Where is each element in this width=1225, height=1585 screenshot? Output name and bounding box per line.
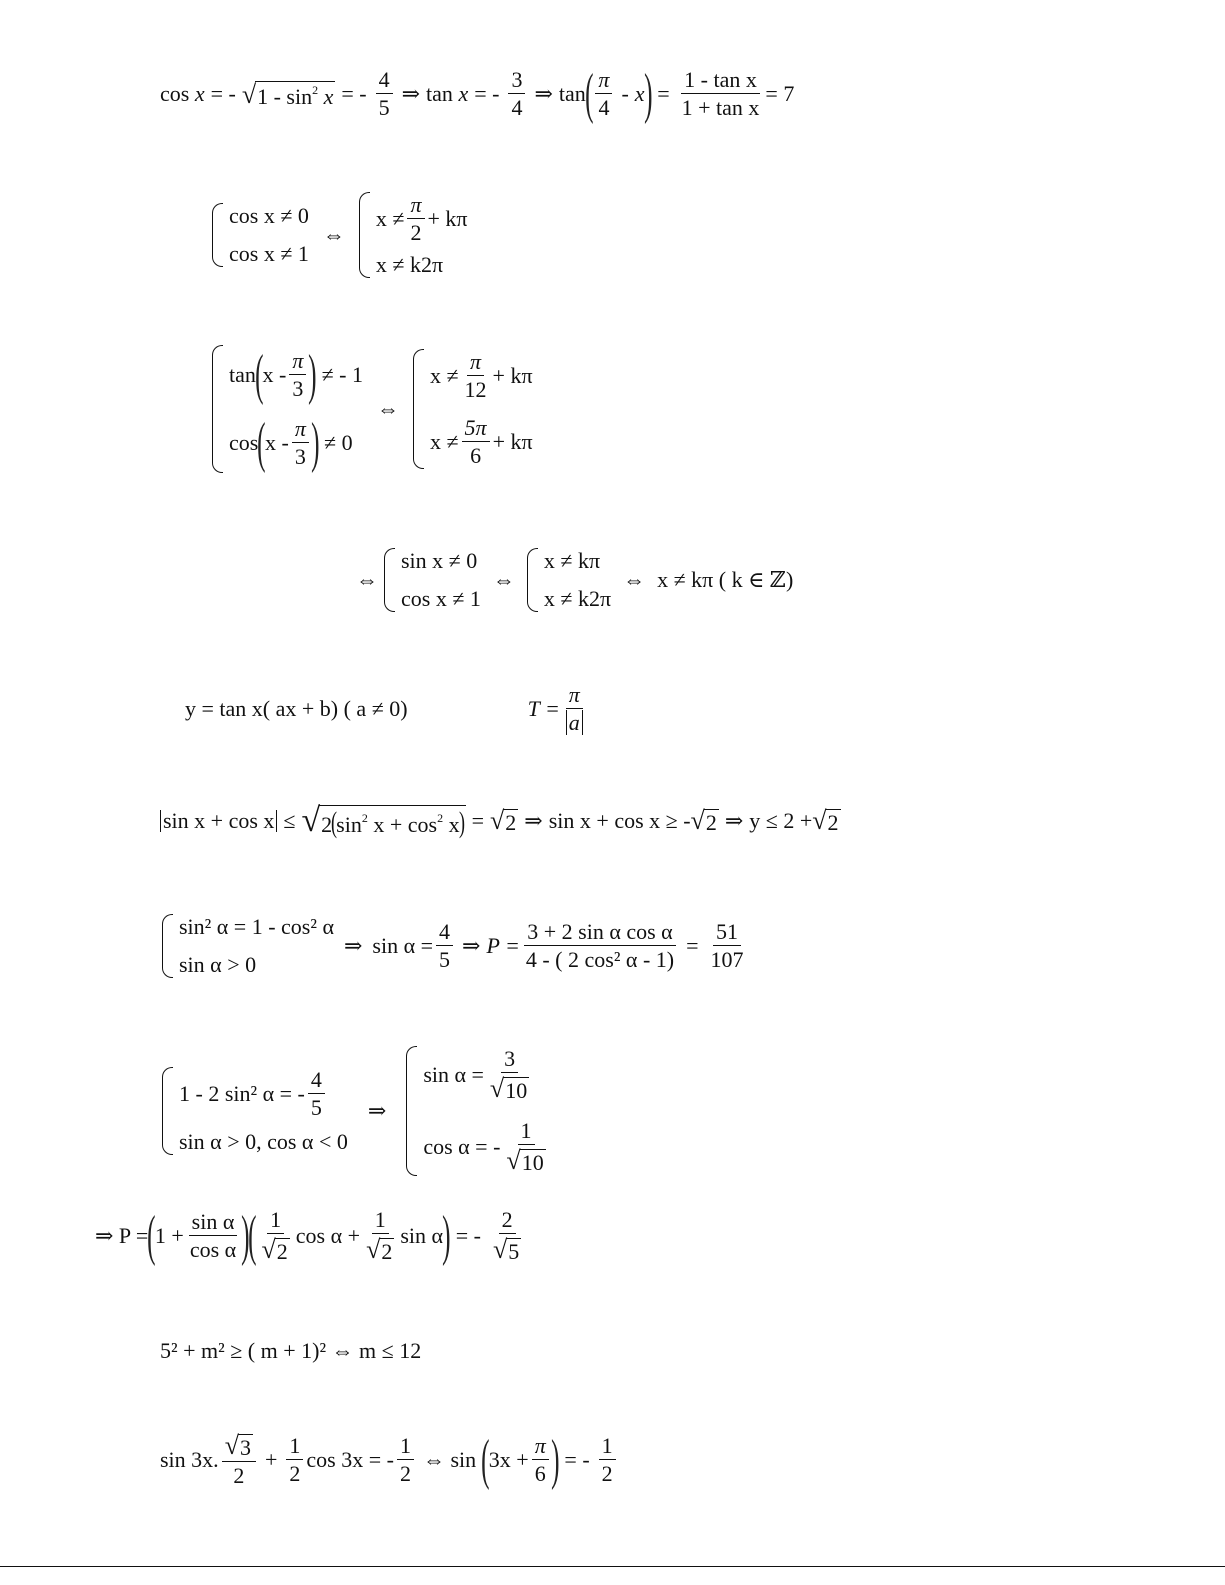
e5-T: T = [527,696,560,721]
e7-system [162,914,334,978]
e2-left-system [212,203,309,267]
e4-system-2 [527,548,611,612]
e4-l1: sin x ≠ 0 [401,548,478,573]
e11-sin3x: sin 3x. [160,1447,219,1472]
e6-implies-2: ⇒ [724,808,744,833]
e7-l2: sin α > 0 [179,952,257,977]
e9-one-plus: 1 + [154,1223,184,1248]
e2-r2: x ≠ k2π [375,252,444,277]
e11-frac-3: $\frac{1}{2}$ [397,1435,414,1485]
e1-frac-1: $\frac{4}{5}$ [376,69,393,119]
e1-eq-minus-3: = - [474,81,500,106]
e1-rad-x: x [323,83,334,109]
e8-l1: 1 - 2 sin² α = - $\frac{4}{5}$ [179,1069,348,1119]
e9-frac-3: 1 √ 2 [366,1207,393,1264]
e7-frac-3: $\frac{51}{107}$ [710,919,744,972]
e11-plus: + [264,1447,278,1472]
e2-r1: x ≠ $\frac{\pi}{2}$ + kπ [375,192,468,245]
e1-minus: - [621,81,629,106]
e1-frac-3: $\frac{\pi}{4}$ [595,69,612,119]
e2-iff: ⇔ [322,222,345,247]
e1-x: x [194,81,205,106]
e1-tan: tan [426,81,453,106]
e1-rparen: ) [643,63,653,125]
equation-11: sin 3x. √ 3 2 + $\frac{1}{2}$ cos 3x = - $\frac{1}{2}$ ⇔ sin ( 3x + $\frac{\pi}{6}$ ) = - $\frac{1}{2}$ [160,1432,619,1488]
e1-tan-x: x [458,81,469,106]
e9-frac-4: 2 √ 5 [492,1207,520,1264]
e11-frac-2: $\frac{1}{2}$ [286,1435,303,1485]
e8-l2: sin α > 0, cos α < 0 [179,1129,348,1154]
e9-frac-2: 1 √ 2 [261,1207,288,1264]
e1-cos: cos [160,81,190,106]
e1-eq-minus-2: = - [341,81,367,106]
e11-cos3x: cos 3x = - [306,1447,394,1472]
equation-10 [160,1340,421,1362]
e3-r1: x ≠ $\frac{\pi}{12}$ + kπ [429,349,533,402]
e4-iff-3: ⇔ [623,567,646,592]
e9-frac-1: $\frac{\text{sin α}}{\text{cos α}}$ [189,1209,237,1262]
page-bottom-rule [0,1566,1225,1567]
e9-sin: sin α [400,1223,444,1248]
e6-abs: sin x + cos x [160,810,277,832]
e11-inner: 3x + [488,1447,529,1472]
e1-eq-minus: = - [210,81,236,106]
e3-right-system [413,349,533,469]
e3-l1: tan ( x - $\frac{\pi}{3}$ ) ≠ - 1 [229,344,363,406]
e9-lead: ⇒ P = [95,1223,149,1248]
e8-r2: cos α = - 1 √ 10 [423,1118,544,1175]
e2-right-system [359,192,468,278]
e4-system-1 [384,548,481,612]
e1-result: = 7 [765,81,795,106]
e1-frac-4: $\frac{\text{1 - tan x}}{\text{1 + tan x}}$ [681,67,760,120]
e6-implies-1: ⇒ [524,808,543,833]
e1-sup: 2 [312,82,319,97]
e11-frac-4: $\frac{\pi}{6}$ [532,1435,549,1485]
e6-eq: = [471,808,485,833]
e2-line-2: cos x ≠ 1 [229,241,309,266]
e9-cos: cos α + [295,1223,361,1248]
equation-7: sin² α = 1 - cos² α sin α > 0 ⇒ sin α = $\frac{4}{5}$ ⇒ P = $\frac{\text{3 + 2 sin α cos α}}{\text{4 - ( 2 cos² α - 1)}}$ = $\frac{51}{107}$ [162,914,750,978]
e8-r1: sin α = 3 √ 10 [423,1046,528,1103]
equation-5 [185,684,589,734]
e1-sqrt: √ $1 - \sin^2 x$ [241,79,334,109]
e4-iff-2: ⇔ [492,567,515,592]
equation-3 [212,345,533,473]
e3-r2: x ≠ $\frac{5\pi}{6}$ + kπ [429,415,533,468]
e6-end: y ≤ 2 + [749,808,813,833]
e9-eq: = - [455,1223,481,1248]
e8-implies: ⇒ [367,1098,387,1123]
equation-9: ⇒ P = ( 1 + $\frac{\text{sin α}}{\text{cos α}}$ ) ( 1 √ 2 cos α + 1 √ 2 sin α ) = - 2 √ 5 [95,1208,527,1264]
e1-implies-2: ⇒ [534,81,553,106]
e8-left-system [162,1067,348,1155]
e1-tan-2: tan [558,81,586,106]
e4-m1: x ≠ kπ [543,548,601,573]
e11-frac-1: √ 3 2 [222,1433,256,1487]
equation-4 [350,548,793,612]
e3-l2: cos ( x - $\frac{\pi}{3}$ ) ≠ 0 [229,412,353,474]
e6-sqrt3: √ 2 [690,806,717,835]
e1-rad-text: 1 - sin [257,83,313,109]
e5-left: y = tan x( ax + b) ( a ≠ 0) [185,696,408,721]
e6-sqrt2: √ 2 [490,806,517,835]
e11-iff: ⇔ sin [422,1447,477,1472]
e1-frac-2: $\frac{3}{4}$ [508,69,525,119]
e3-iff: ⇔ [376,396,399,421]
equation-1: cos x = - √ $1 - \sin^2 x$ = - $\frac{4}{5}$ ⇒ tan x = - $\frac{3}{4}$ ⇒ tan ( $\frac{\pi}{4}$ - x ) = $\frac{\text{1 - tan x}}{\text{1 + tan x}}$ = 7 [160,63,795,125]
e6-sqrt4: √ 2 [812,806,839,835]
e7-l1: sin² α = 1 - cos² α [179,914,334,939]
e5-frac: $\frac{\pi}{a}$ [563,684,586,734]
e7-frac-1: $\frac{4}{5}$ [436,921,453,971]
equation-8 [162,1046,552,1176]
e1-implies: ⇒ [401,81,421,106]
e6-mid: sin x + cos x ≥ - [548,808,691,833]
e1-lparen: ( [584,63,594,125]
e1-paren-x: x [634,81,645,106]
e7-implies-1: ⇒ [343,933,363,958]
e10-text: 5² + m² ≥ ( m + 1)² ⇔ m ≤ 12 [160,1338,422,1363]
equation-2 [212,192,468,278]
e7-implies-2: ⇒ [462,933,481,958]
e7-frac-2: $\frac{\text{3 + 2 sin α cos α}}{\text{4 - ( 2 cos² α - 1)}}$ [525,919,675,972]
e8-right-system [406,1046,551,1176]
e11-frac-5: $\frac{1}{2}$ [599,1435,616,1485]
e6-sqrt: √ $2(\sin^2$ $x + \cos^2 x$) [301,802,465,839]
e11-eq: = - [564,1447,590,1472]
e4-l2: cos x ≠ 1 [401,586,481,611]
e6-leq: ≤ [283,808,296,833]
equation-6 [160,804,841,838]
e3-left-system [212,345,363,473]
e7-P: P = [486,933,520,958]
e2-line-1: cos x ≠ 0 [229,203,309,228]
e4-iff-1: ⇔ [356,567,378,592]
e7-sin: sin α = [372,933,434,958]
e4-m2: x ≠ k2π [543,586,612,611]
e4-result: x ≠ kπ ( k ∈ ℤ) [657,567,794,592]
